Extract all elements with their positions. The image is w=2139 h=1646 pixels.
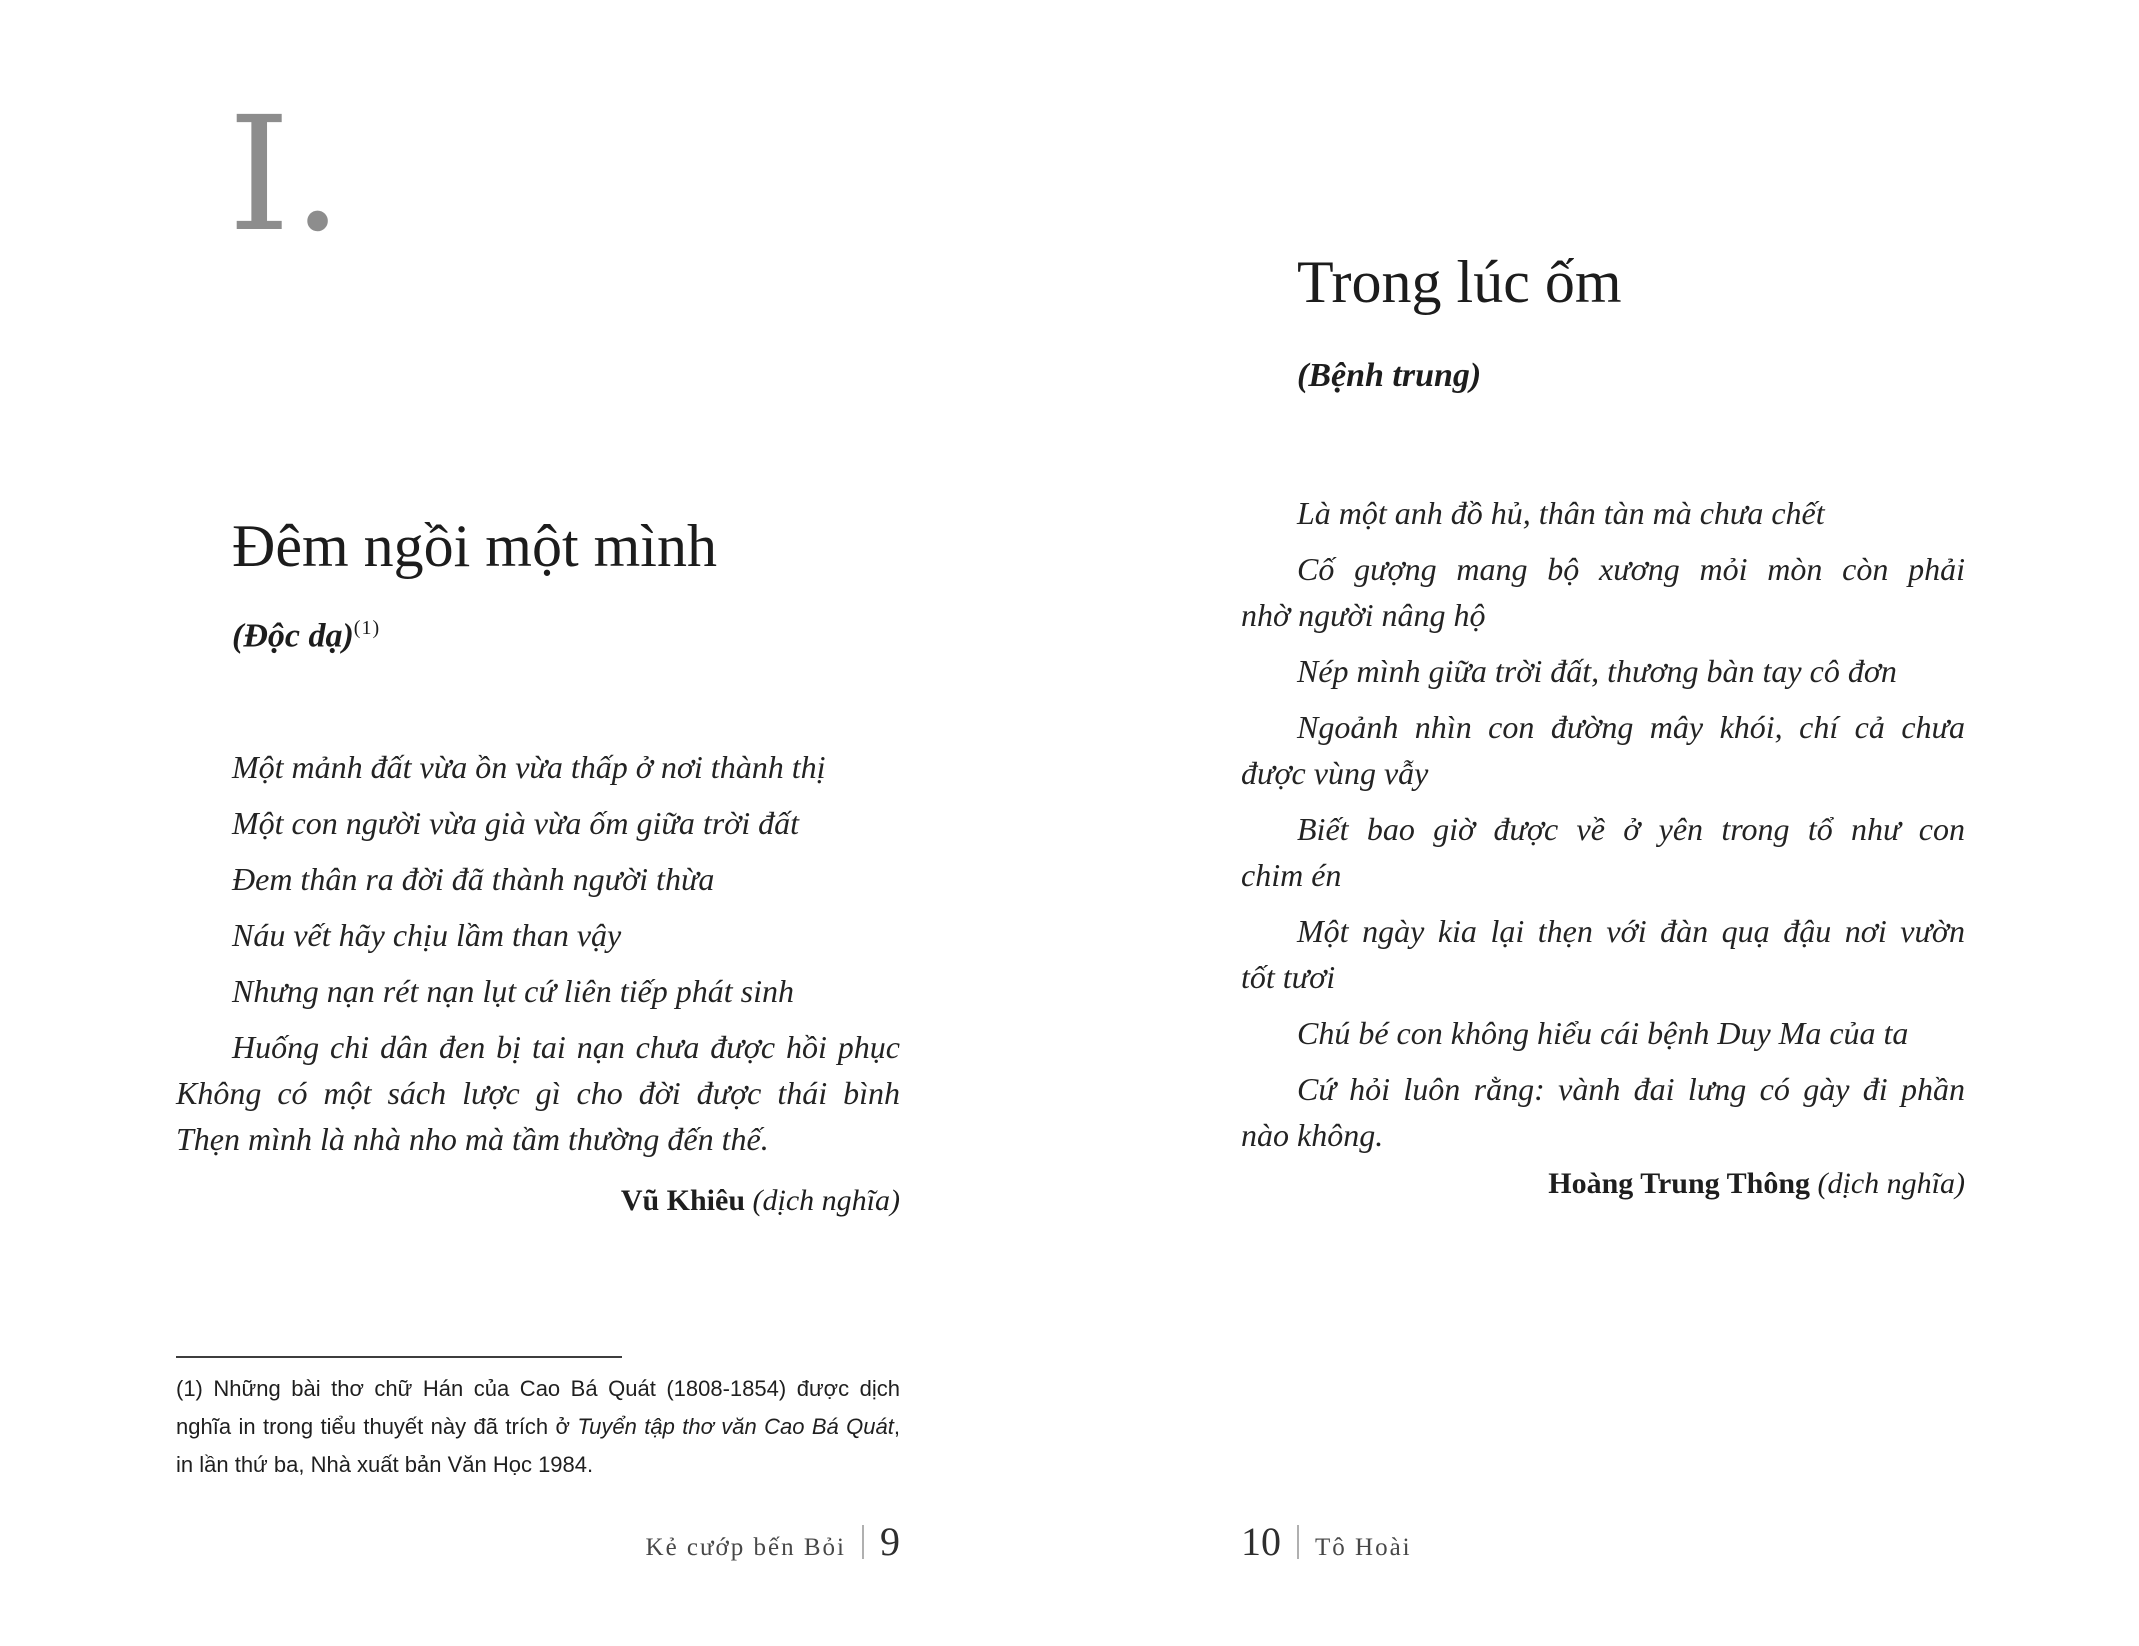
page-number-right: 10: [1241, 1519, 1281, 1564]
poem-line: Nép mình giữa trời đất, thương bàn tay cô đơn: [1297, 653, 1897, 689]
poem-line: Ngoảnh nhìn con đường mây khói, chí cả chưa: [1297, 709, 1965, 745]
footnote-text-before: (1) Những bài thơ chữ Hán của Cao Bá Quát (1808-1854) được dịch nghĩa in trong tiểu thuyết này đã trích ở: [176, 1376, 900, 1439]
poem-left: [176, 744, 900, 1162]
page-right: [1241, 0, 1965, 1646]
translator-role: (dịch nghĩa): [1817, 1167, 1965, 1200]
page-number-left: 9: [880, 1519, 900, 1564]
attribution-right: [1241, 1166, 1965, 1202]
poem-line: Biết bao giờ được về ở yên trong tổ như con: [1297, 811, 1965, 847]
poem-subtitle-left: [232, 616, 380, 657]
poem-line: Thẹn mình là nhà nho mà tầm thường đến thế.: [176, 1121, 769, 1157]
footer-divider: [862, 1525, 864, 1559]
footnote-cited-title: Tuyển tập thơ văn Cao Bá Quát: [577, 1414, 894, 1439]
poem-line: Chú bé con không hiểu cái bệnh Duy Ma của ta: [1297, 1015, 1909, 1051]
footer-divider: [1297, 1525, 1299, 1559]
footnote-text-after: , in lần thứ ba, Nhà xuất bản Văn Học 1984.: [176, 1414, 900, 1477]
poem-line: nào không.: [1241, 1117, 1384, 1153]
running-author-name: Tô Hoài: [1315, 1534, 1412, 1561]
footnote: [176, 1370, 900, 1484]
poem-line: Huống chi dân đen bị tai nạn chưa được hồi phục: [232, 1029, 900, 1065]
attribution-left: [176, 1183, 900, 1219]
poem-title-left: Đêm ngồi một mình: [232, 513, 717, 579]
poem-line: Cứ hỏi luôn rằng: vành đai lưng có gày đi phần: [1297, 1071, 1965, 1107]
poem-line: Là một anh đồ hủ, thân tàn mà chưa chết: [1297, 495, 1825, 531]
poem-subtitle-text: (Bệnh trung): [1297, 357, 1482, 394]
footnote-reference: (1): [353, 617, 381, 639]
poem-line: được vùng vẫy: [1241, 755, 1429, 791]
poem-line: Một mảnh đất vừa ồn vừa thấp ở nơi thành thị: [232, 749, 826, 785]
poem-line: Đem thân ra đời đã thành người thừa: [232, 861, 715, 897]
page-left: [176, 0, 900, 1646]
poem-line: Không có một sách lược gì cho đời được thái bình: [176, 1075, 900, 1111]
running-book-title: Kẻ cướp bến Bỏi: [645, 1534, 846, 1561]
footer-left: [645, 1519, 900, 1564]
poem-line: chim én: [1241, 857, 1342, 893]
translator-name: Vũ Khiêu: [620, 1184, 746, 1217]
poem-right: [1241, 490, 1965, 1158]
chapter-marker: I.: [228, 83, 345, 267]
poem-subtitle-right: [1297, 356, 1481, 397]
poem-line: tốt tươi: [1241, 959, 1336, 995]
poem-line: Cố gượng mang bộ xương mỏi mòn còn phải: [1297, 551, 1965, 587]
footer-right: [1241, 1519, 1412, 1564]
poem-subtitle-text: (Độc dạ): [232, 617, 354, 655]
translator-role: (dịch nghĩa): [752, 1184, 900, 1217]
poem-line: nhờ người nâng hộ: [1241, 597, 1486, 633]
footnote-rule: [176, 1356, 622, 1358]
poem-line: Một ngày kia lại thẹn với đàn quạ đậu nơi vườn: [1297, 913, 1965, 949]
poem-line: Náu vết hãy chịu lầm than vậy: [232, 917, 622, 953]
translator-name: Hoàng Trung Thông: [1548, 1167, 1811, 1200]
poem-line: Nhưng nạn rét nạn lụt cứ liên tiếp phát sinh: [232, 973, 794, 1009]
poem-line: Một con người vừa già vừa ốm giữa trời đất: [232, 805, 800, 841]
poem-title-right: Trong lúc ốm: [1297, 249, 1622, 315]
